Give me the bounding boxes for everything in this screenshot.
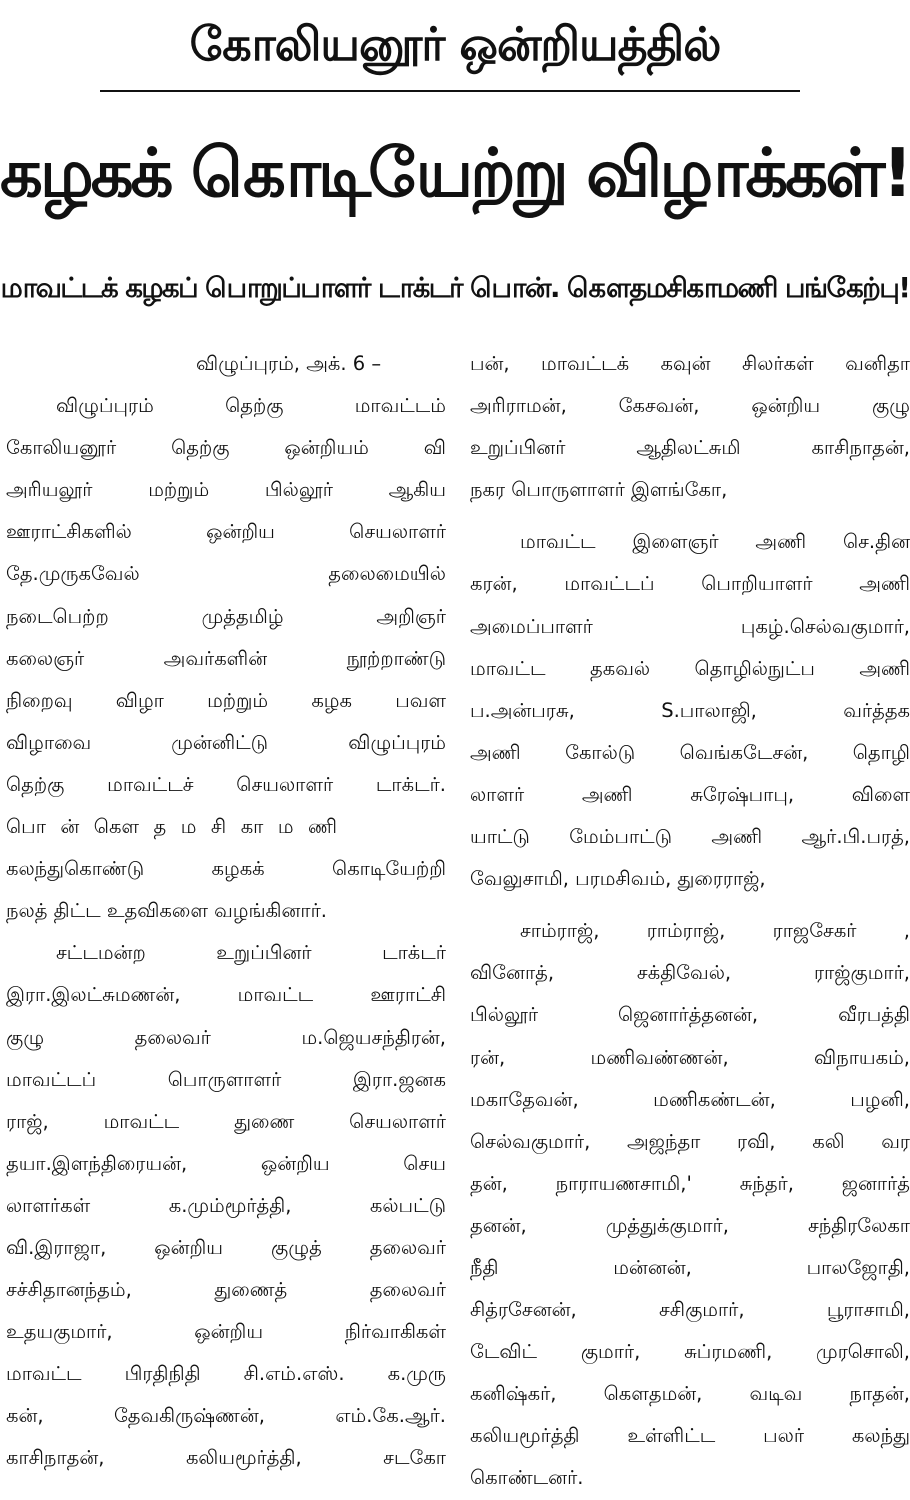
body-line: கன், தேவகிருஷ்ணன், எம்.கே.ஆர். [6, 1404, 446, 1428]
body-line: கொண்டனர். [470, 1466, 584, 1490]
body-line: தயா.இளந்திரையன், ஒன்றிய செய [6, 1151, 446, 1175]
body-line: கனிஷ்கர், கௌதமன், வடிவ நாதன், [470, 1382, 910, 1406]
body-line: அரியலூர் மற்றும் பில்லூர் ஆகிய [6, 478, 446, 502]
body-line: சச்சிதானந்தம், துணைத் தலைவர் [6, 1278, 446, 1302]
body-line: அணி கோல்டு வெங்கடேசன், தொழி [470, 740, 910, 764]
body-line: சாம்ராஜ், ராம்ராஜ், ராஜசேகர் , [520, 919, 910, 943]
body-line: குழு தலைவர் ம.ஜெயசந்திரன், [6, 1025, 446, 1049]
body-line: தன், நாராயணசாமி,' சுந்தர், ஜனார்த் [470, 1171, 910, 1195]
body-line: விழுப்புரம் தெற்கு மாவட்டம் [56, 394, 446, 418]
body-line: ரன், மணிவண்ணன், விநாயகம், [470, 1045, 910, 1069]
body-line: விழாவை முன்னிட்டு விழுப்புரம் [6, 730, 446, 754]
body-line: பில்லூர் ஜெனார்த்தனன், வீரபத்தி [470, 1003, 910, 1027]
body-line: ப.அன்பரசு, S.பாலாஜி, வர்த்தக [470, 698, 910, 722]
body-line: தே.முருகவேல் தலைமையில் [6, 562, 446, 586]
body-line: இரா.இலட்சுமணன், மாவட்ட ஊராட்சி [6, 983, 446, 1007]
body-line: கரன், மாவட்டப் பொறியாளர் அணி [470, 572, 910, 596]
body-line: யாட்டு மேம்பாட்டு அணி ஆர்.பி.பரத், [470, 825, 910, 849]
body-line: வி.இராஜா, ஒன்றிய குழுத் தலைவர் [6, 1235, 446, 1259]
body-line: நகர பொருளாளர் இளங்கோ, [470, 478, 728, 502]
body-line: கலந்துகொண்டு கழகக் கொடியேற்றி [6, 857, 446, 881]
body-line: லாளர் அணி சுரேஷ்பாபு, விளை [470, 782, 910, 806]
body-line: சித்ரசேனன், சசிகுமார், பூராசாமி, [470, 1298, 910, 1322]
body-line: ராஜ், மாவட்ட துணை செயலாளர் [6, 1109, 446, 1133]
body-line: டேவிட் குமார், சுப்ரமணி, முரசொலி, [470, 1340, 910, 1364]
title-divider [100, 90, 800, 92]
body-line: பன், மாவட்டக் கவுன் சிலர்கள் வனிதா [470, 352, 910, 375]
body-line: பொன்கௌதமசிகாமணி [6, 815, 352, 839]
body-line: காசிநாதன், கலியமூர்த்தி, சடகோ [6, 1446, 446, 1470]
body-line: மாவட்டப் பொருளாளர் இரா.ஜனக [6, 1067, 446, 1091]
body-line: மகாதேவன், மணிகண்டன், பழனி, [470, 1087, 910, 1111]
body-line: கோலியனூர் தெற்கு ஒன்றியம் வி [6, 436, 446, 460]
body-line: நீதி மன்னன், பாலஜோதி, [470, 1255, 910, 1279]
body-line: மாவட்ட பிரதிநிதி சி.எம்.எஸ். க.முரு [6, 1362, 446, 1386]
body-line: ஊராட்சிகளில் ஒன்றிய செயலாளர் [6, 520, 446, 544]
body-line: வினோத், சக்திவேல், ராஜ்குமார், [470, 961, 910, 985]
body-line: தனன், முத்துக்குமார், சந்திரலேகா [470, 1213, 910, 1237]
body-line: வேலுசாமி, பரமசிவம், துரைராஜ், [470, 867, 766, 891]
body-line: நிறைவு விழா மற்றும் கழக பவள [6, 688, 446, 712]
body-line: நலத் திட்ட உதவிகளை வழங்கினார். [6, 899, 328, 923]
body-line: மாவட்ட தகவல் தொழில்நுட்ப அணி [470, 656, 910, 680]
dateline: விழுப்புரம், அக். 6 – [196, 352, 382, 375]
left-column [6, 343, 446, 1480]
body-line: அமைப்பாளர் புகழ்.செல்வகுமார், [470, 614, 910, 638]
body-line: உதயகுமார், ஒன்றிய நிர்வாகிகள் [6, 1320, 446, 1344]
body-line: செல்வகுமார், அஜந்தா ரவி, கலி வர [470, 1129, 910, 1153]
kicker-title: கோலியனூர் ஒன்றியத்தில் [189, 17, 721, 71]
body-line: லாளர்கள் க.மும்மூர்த்தி, கல்பட்டு [6, 1193, 446, 1217]
right-column [470, 343, 910, 1500]
body-line: மாவட்ட இளைஞர் அணி செ.தின [520, 530, 910, 554]
subheadline: மாவட்டக் கழகப் பொறுப்பாளர் டாக்டர் பொன். கௌதமசிகாமணி பங்கேற்பு! [0, 272, 910, 304]
body-line: உறுப்பினர் ஆதிலட்சுமி காசிநாதன், [470, 436, 910, 460]
headline: கழகக் கொடியேற்று விழாக்கள்! [0, 134, 910, 212]
body-line: சட்டமன்ற உறுப்பினர் டாக்டர் [56, 941, 446, 965]
body-line: கலைஞர் அவர்களின் நூற்றாண்டு [6, 646, 446, 670]
body-line: அரிராமன், கேசவன், ஒன்றிய குழு [470, 394, 910, 418]
body-line: தெற்கு மாவட்டச் செயலாளர் டாக்டர். [6, 772, 446, 796]
body-line: நடைபெற்ற முத்தமிழ் அறிஞர் [6, 604, 446, 628]
body-line: கலியமூர்த்தி உள்ளிட்ட பலர் கலந்து [470, 1424, 910, 1448]
